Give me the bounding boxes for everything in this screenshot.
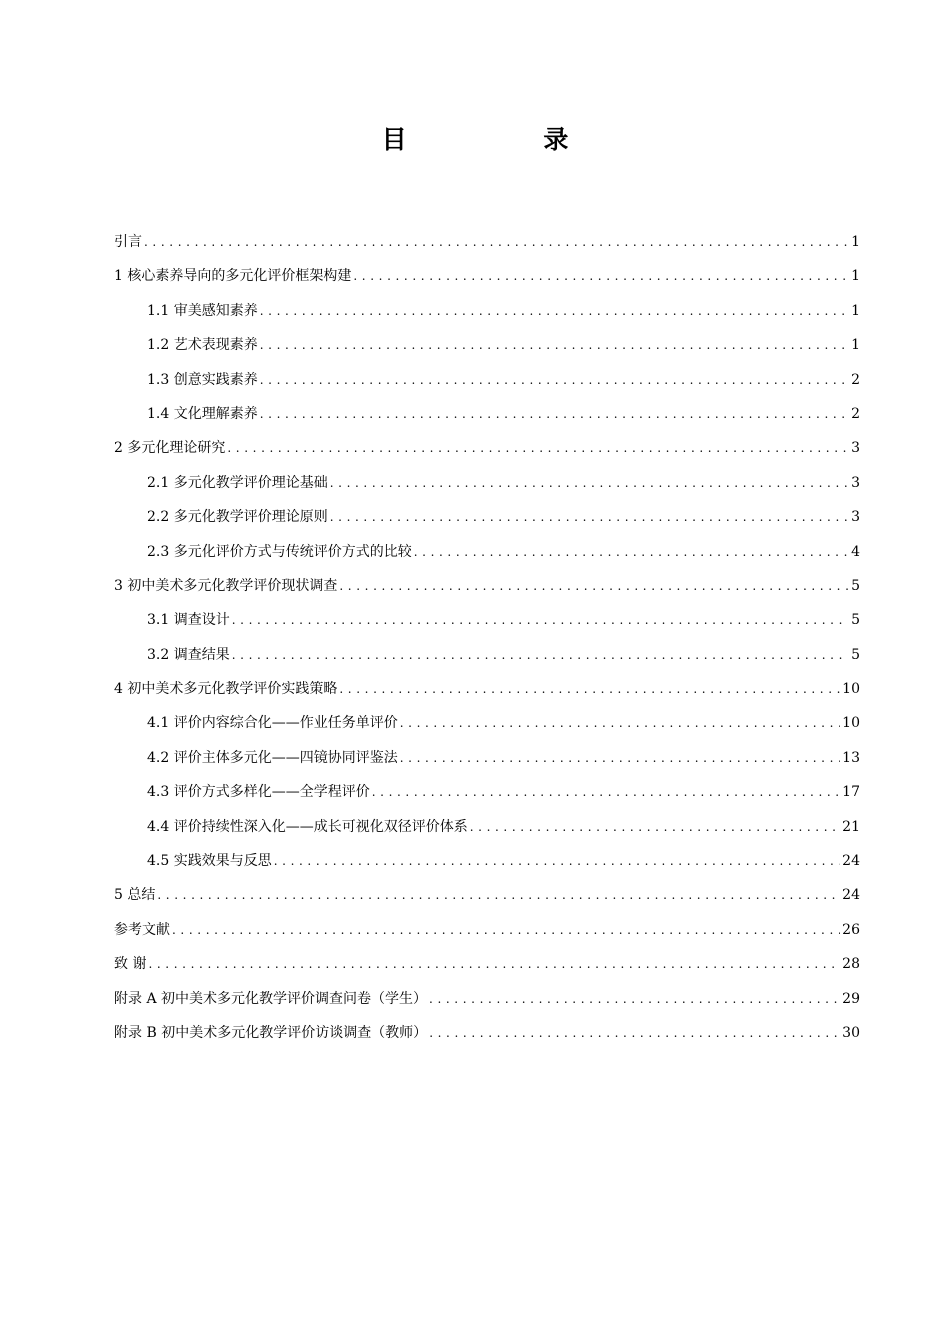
toc-entry-label: 4.3 评价方式多样化——全学程评价 [147,784,370,801]
toc-dot-leader [148,950,840,978]
toc-entry-label: 附录 B 初中美术多元化教学评价访谈调查（教师） [114,1024,428,1041]
toc-entry[interactable] [114,366,860,400]
toc-entry[interactable] [114,985,860,1019]
toc-entry-page-number: 2 [851,405,860,422]
toc-entry[interactable] [114,606,860,640]
toc-entry-label: 4 初中美术多元化教学评价实践策略 [114,681,338,698]
toc-entry[interactable] [114,400,860,434]
toc-entry-page-number: 2 [851,371,860,388]
toc-entry[interactable] [114,950,860,984]
toc-entry-page-number: 17 [842,784,860,801]
toc-dot-leader [330,469,848,497]
toc-entry[interactable] [114,572,860,606]
toc-entry[interactable] [114,675,860,709]
toc-dot-leader [339,572,848,600]
toc-dot-leader [232,606,848,634]
toc-entry[interactable] [114,331,860,365]
toc-dot-leader [470,813,840,841]
toc-entry-page-number: 29 [842,990,860,1007]
toc-dot-leader [144,228,848,256]
toc-entry-label: 2.1 多元化教学评价理论基础 [147,474,328,491]
toc-entry-page-number: 24 [842,887,860,904]
toc-dot-leader [330,503,848,531]
toc-dot-leader [260,331,848,359]
toc-entry-page-number: 3 [851,440,860,457]
toc-dot-leader [260,297,848,325]
toc-dot-leader [372,778,840,806]
toc-entry-label: 2.3 多元化评价方式与传统评价方式的比较 [147,543,412,560]
toc-dot-leader [274,847,840,875]
toc-entry-page-number: 1 [851,337,860,354]
toc-entry-label: 1.3 创意实践素养 [147,371,258,388]
toc-entry[interactable] [114,881,860,915]
toc-dot-leader [232,641,848,669]
toc-entry-label: 参考文献 [114,921,170,938]
toc-entry-label: 1.4 文化理解素养 [147,405,258,422]
toc-entry-page-number: 4 [851,543,860,560]
toc-entry[interactable] [114,744,860,778]
toc-entry-page-number: 26 [842,921,860,938]
toc-entry-label: 1.1 审美感知素养 [147,302,258,319]
toc-entry[interactable] [114,469,860,503]
toc-entry-page-number: 10 [842,681,860,698]
toc-entry-page-number: 21 [842,818,860,835]
toc-dot-leader [157,881,840,909]
toc-entry[interactable] [114,434,860,468]
toc-dot-leader [353,262,848,290]
table-of-contents [114,228,860,1053]
toc-dot-leader [429,985,840,1013]
toc-entry-label: 2 多元化理论研究 [114,440,226,457]
toc-dot-leader [260,366,848,394]
toc-title: 目 录 [381,125,633,154]
toc-entry-label: 3.2 调查结果 [147,646,230,663]
toc-entry[interactable] [114,916,860,950]
toc-dot-leader [400,744,840,772]
toc-entry-page-number: 1 [851,302,860,319]
toc-entry[interactable] [114,538,860,572]
toc-entry-label: 引言 [114,234,142,250]
toc-entry-label: 附录 A 初中美术多元化教学评价调查问卷（学生） [114,990,428,1007]
toc-entry-label: 4.2 评价主体多元化——四镜协同评鉴法 [147,749,398,766]
toc-entry-page-number: 3 [851,509,860,526]
toc-entry[interactable] [114,641,860,675]
toc-entry-label: 1 核心素养导向的多元化评价框架构建 [114,268,352,285]
toc-entry-label: 2.2 多元化教学评价理论原则 [147,509,328,526]
toc-dot-leader [227,434,848,462]
toc-entry-page-number: 24 [842,853,860,870]
toc-dot-leader [260,400,848,428]
toc-entry-page-number: 28 [842,956,860,973]
toc-entry-page-number: 1 [851,234,860,250]
toc-entry-page-number: 10 [842,715,860,732]
toc-entry-page-number: 5 [851,612,860,629]
toc-entry-page-number: 13 [842,749,860,766]
toc-entry-label: 4.1 评价内容综合化——作业任务单评价 [147,715,398,732]
toc-entry[interactable] [114,813,860,847]
toc-entry[interactable] [114,709,860,743]
toc-entry[interactable] [114,262,860,296]
toc-dot-leader [429,1019,840,1047]
toc-entry-label: 1.2 艺术表现素养 [147,337,258,354]
toc-dot-leader [400,709,840,737]
toc-entry[interactable] [114,503,860,537]
toc-dot-leader [339,675,840,703]
toc-entry-label: 致 谢 [114,956,147,973]
toc-entry-page-number: 3 [851,474,860,491]
toc-entry-label: 3.1 调查设计 [147,612,230,629]
toc-entry[interactable] [114,1019,860,1053]
toc-entry[interactable] [114,228,860,262]
toc-entry[interactable] [114,847,860,881]
toc-entry-page-number: 30 [842,1024,860,1041]
toc-entry-label: 3 初中美术多元化教学评价现状调查 [114,577,338,594]
toc-dot-leader [172,916,840,944]
toc-dot-leader [414,538,848,566]
toc-entry-page-number: 1 [851,268,860,285]
toc-entry-page-number: 5 [851,577,860,594]
toc-entry-label: 4.5 实践效果与反思 [147,853,272,870]
toc-entry-label: 5 总结 [114,887,156,904]
toc-entry-page-number: 5 [851,646,860,663]
toc-entry-label: 4.4 评价持续性深入化——成长可视化双径评价体系 [147,818,468,835]
toc-entry[interactable] [114,297,860,331]
toc-entry[interactable] [114,778,860,812]
